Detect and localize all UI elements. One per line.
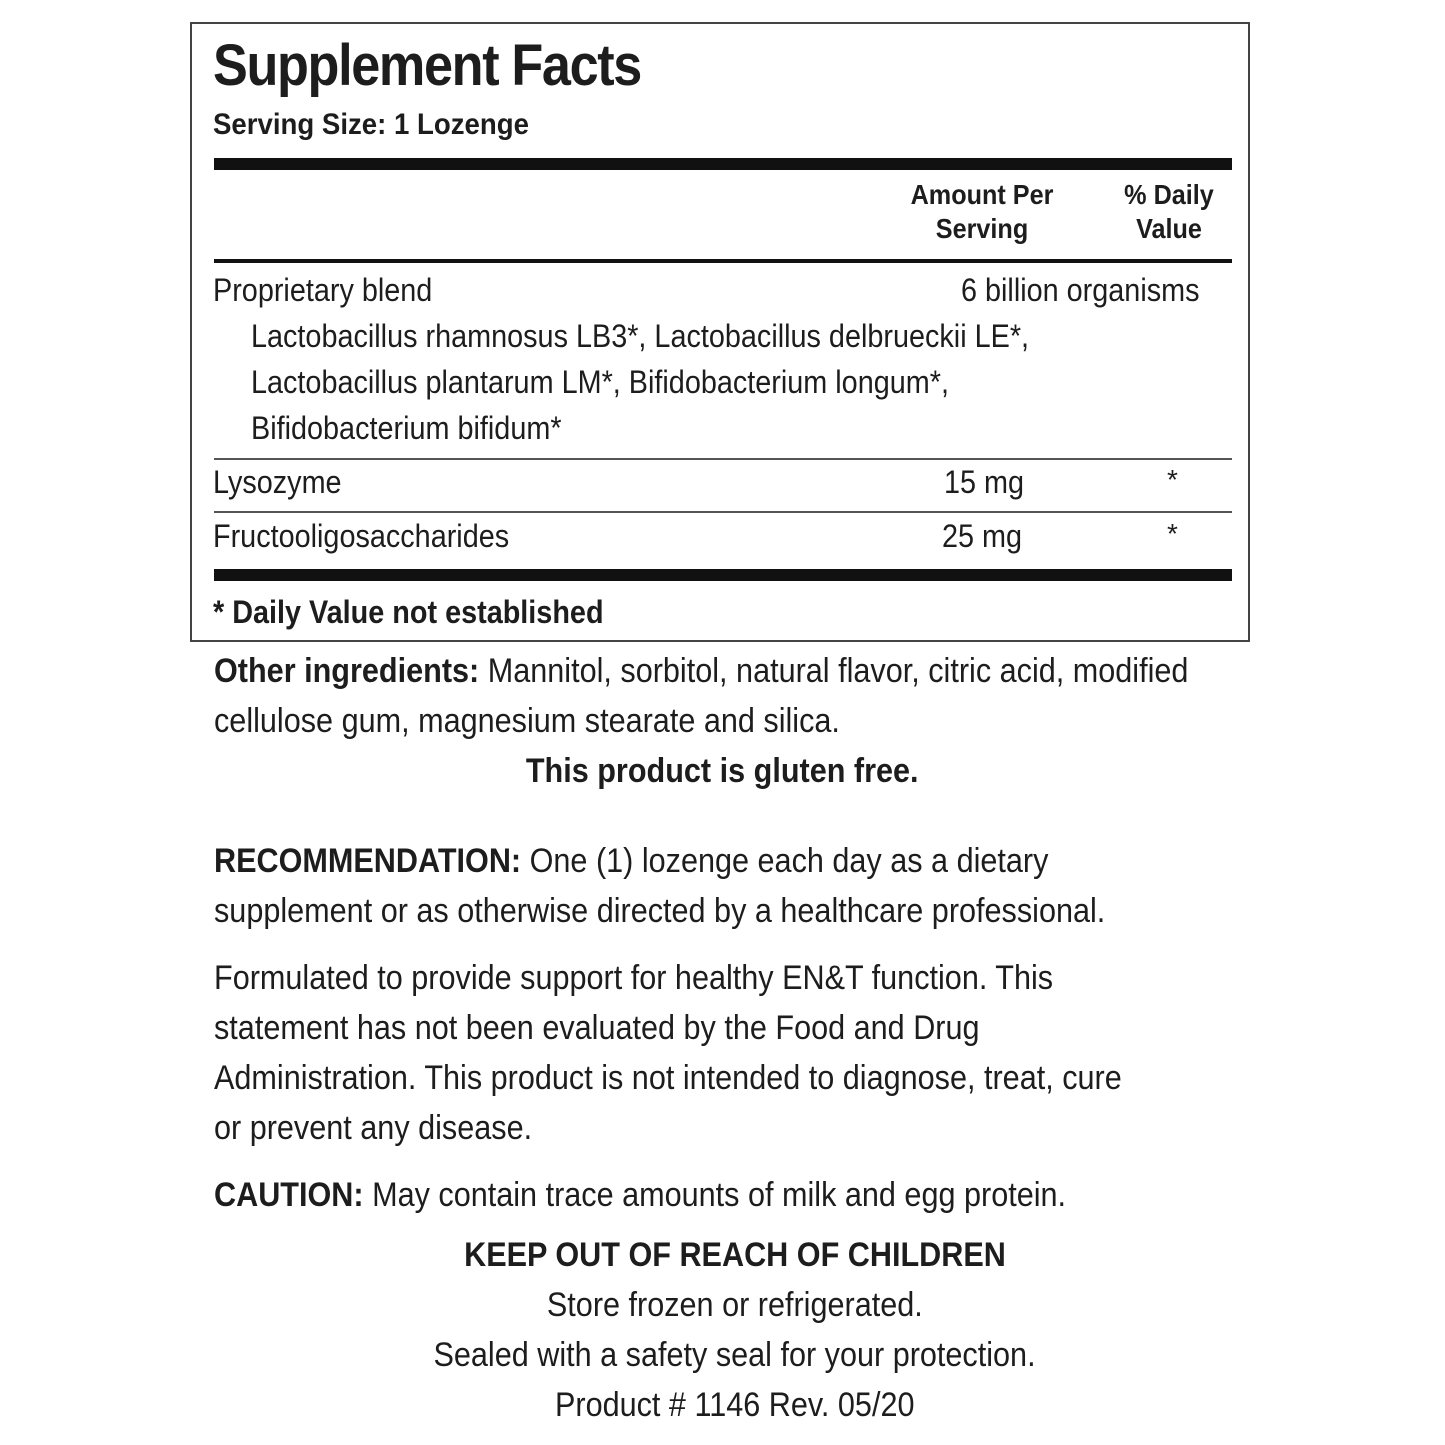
other-ingredients-text: cellulose gum, magnesium stearate and silica. [214, 702, 840, 740]
recommendation-text: supplement or as otherwise directed by a healthcare professional. [214, 892, 1106, 930]
divider-thick [214, 158, 1232, 170]
serving-size: Serving Size: 1 Lozenge [213, 108, 529, 141]
header-dv-line1: % Daily [1124, 179, 1214, 210]
row-label-lysozyme: Lysozyme [213, 464, 342, 500]
divider-header [214, 259, 1232, 263]
caution-label: CAUTION: [214, 1176, 364, 1214]
keep-out-of-reach [12, 1236, 1445, 1275]
gluten-free-text: This product is gluten free. [526, 752, 919, 790]
header-amount-line2: Serving [935, 213, 1029, 244]
row-dv-fructooligosaccharides: * [1167, 518, 1178, 549]
disclaimer-line: statement has not been evaluated by the Food and Drug [214, 1009, 980, 1047]
recommendation-text: One (1) lozenge each day as a dietary [521, 842, 1049, 880]
header-daily-value [1111, 178, 1228, 246]
recommendation [214, 836, 1254, 936]
facts-title: Supplement Facts [213, 33, 641, 98]
keep-out-text: KEEP OUT OF REACH OF CHILDREN [463, 1236, 1006, 1274]
storage-text: Store frozen or refrigerated. [546, 1286, 923, 1324]
other-ingredients [214, 646, 1254, 746]
other-ingredients-label: Other ingredients: [214, 652, 480, 690]
supplement-facts-panel [190, 22, 1250, 642]
disclaimer-line: or prevent any disease. [214, 1109, 533, 1147]
product-number-text: Product # 1146 Rev. 05/20 [554, 1386, 915, 1424]
row-amount-fructooligosaccharides: 25 mg [942, 518, 1023, 554]
header-amount-line1: Amount Per [910, 179, 1054, 210]
other-ingredients-text: Mannitol, sorbitol, natural flavor, citric acid, modified [479, 652, 1189, 690]
daily-value-footnote: * Daily Value not established [213, 594, 604, 630]
storage-instructions [12, 1286, 1445, 1325]
row-amount-lysozyme: 15 mg [944, 464, 1025, 500]
blend-ingredients-line: Lactobacillus rhamnosus LB3*, Lactobacillus delbrueckii LE*, [251, 318, 1030, 354]
header-amount-per-serving [901, 178, 1063, 246]
blend-ingredients-line: Lactobacillus plantarum LM*, Bifidobacterium longum*, [251, 364, 949, 400]
gluten-free-statement [0, 752, 1445, 791]
divider-thick [214, 569, 1232, 581]
safety-seal-note [12, 1336, 1445, 1375]
divider-row [214, 511, 1232, 513]
disclaimer-line: Formulated to provide support for healthy EN&T function. This [214, 959, 1054, 997]
row-label-proprietary-blend: Proprietary blend [213, 272, 433, 308]
recommendation-label: RECOMMENDATION: [214, 842, 522, 880]
caution-text: May contain trace amounts of milk and egg protein. [363, 1176, 1067, 1214]
header-dv-line2: Value [1136, 213, 1202, 244]
disclaimer-line: Administration. This product is not intended to diagnose, treat, cure [214, 1059, 1122, 1097]
divider-row [214, 458, 1232, 460]
product-number [12, 1386, 1445, 1425]
row-dv-lysozyme: * [1167, 464, 1178, 495]
fda-disclaimer [214, 953, 1254, 1153]
row-amount-proprietary-blend: 6 billion organisms [961, 272, 1200, 308]
caution [214, 1170, 1254, 1220]
blend-ingredients-line: Bifidobacterium bifidum* [251, 410, 562, 446]
seal-text: Sealed with a safety seal for your protection. [433, 1336, 1036, 1374]
row-label-fructooligosaccharides: Fructooligosaccharides [213, 518, 510, 554]
